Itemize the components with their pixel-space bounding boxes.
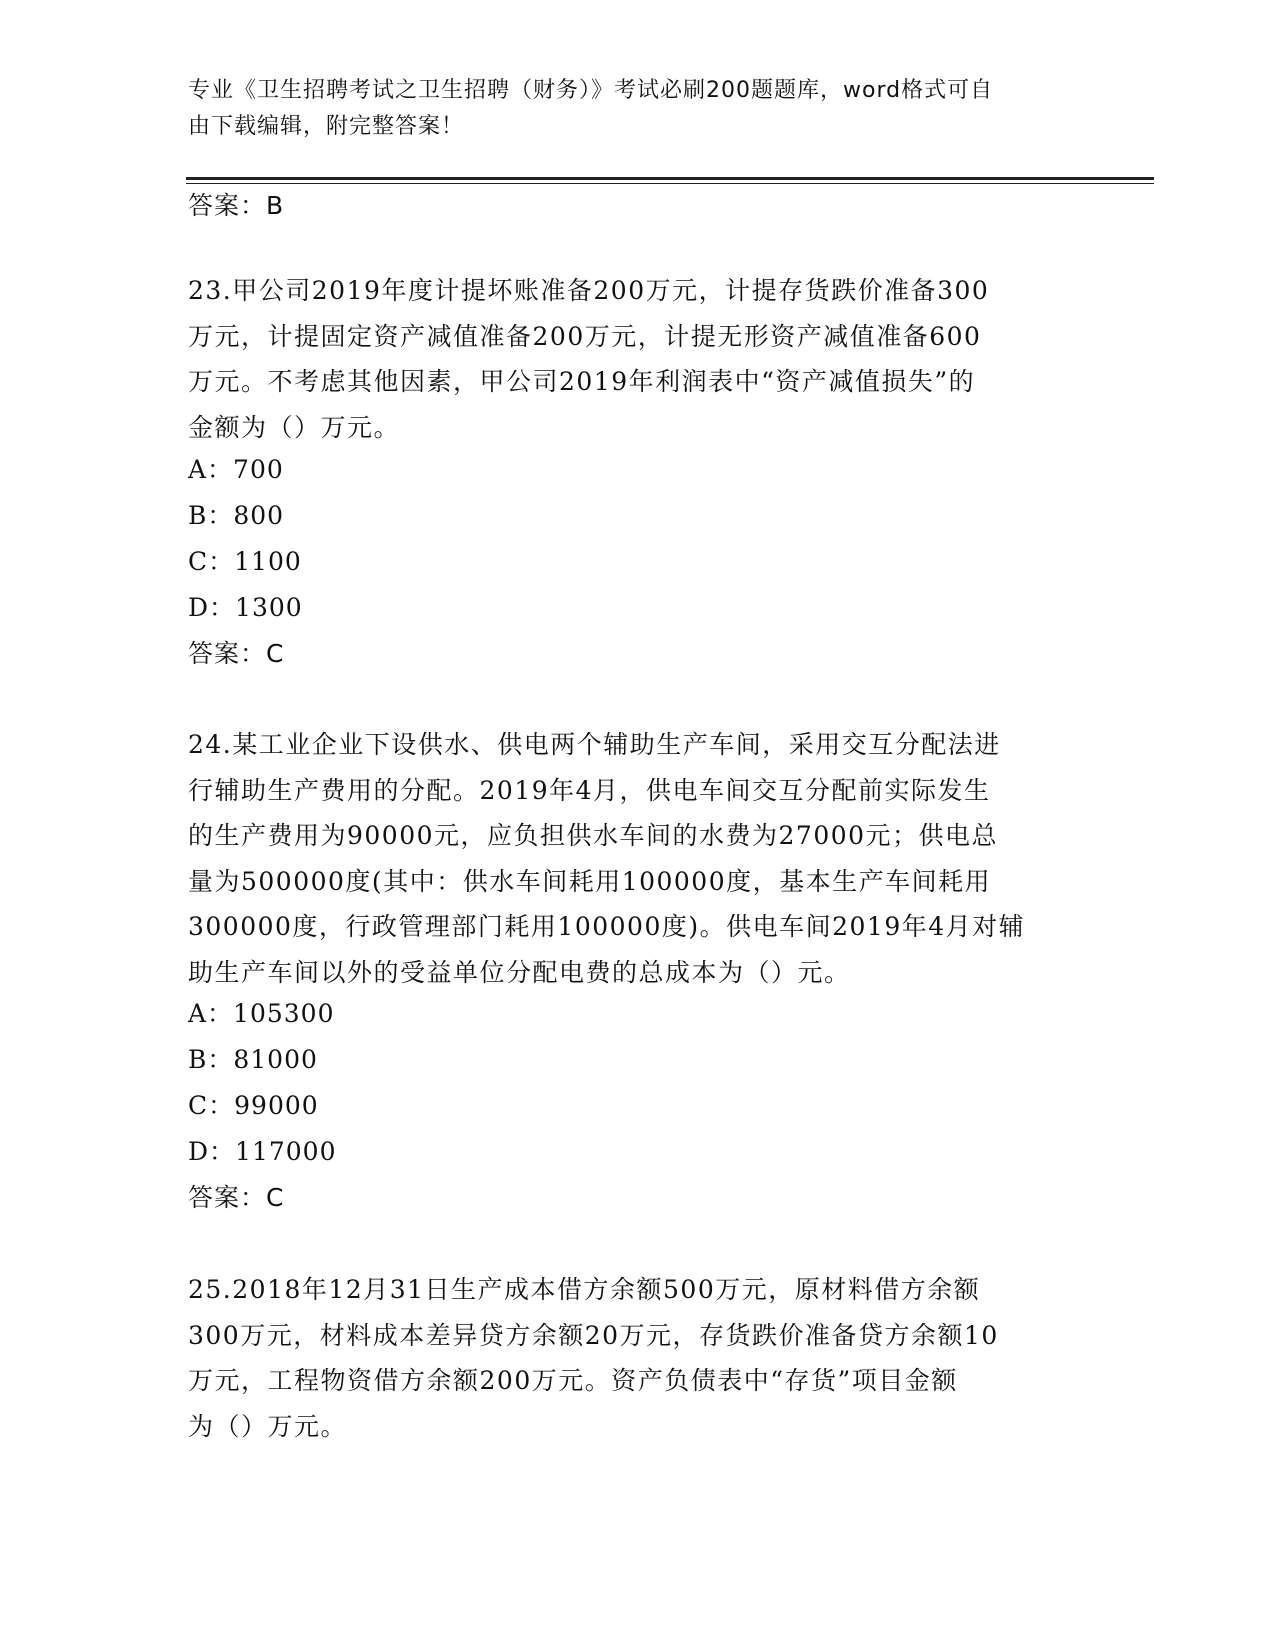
question-23	[188, 268, 1088, 450]
question-24-answer: 答案：C	[188, 1183, 285, 1212]
header-divider-thin	[186, 183, 1154, 184]
question-24-line-6: 助生产车间以外的受益单位分配电费的总成本为（）元。	[188, 957, 851, 987]
question-25-line-2: 300万元，材料成本差异贷方余额20万元，存货跌价准备贷方余额10	[188, 1320, 999, 1350]
question-23-line-1: 23.甲公司2019年度计提坏账准备200万元，计提存货跌价准备300	[188, 276, 990, 305]
question-25-line-1: 25.2018年12月31日生产成本借方余额500万元，原材料借方余额	[188, 1275, 981, 1304]
previous-answer: 答案：B	[188, 191, 285, 220]
question-23-line-4: 金额为（）万元。	[188, 412, 401, 442]
question-24-line-1: 24.某工业企业下设供水、供电两个辅助生产车间，采用交互分配法进	[188, 730, 1001, 759]
question-23-option-d: D：1300	[188, 593, 303, 622]
question-23-line-3: 万元。不考虑其他因素，甲公司2019年利润表中“资产减值损失”的	[188, 367, 976, 396]
question-23-answer: 答案：C	[188, 639, 285, 668]
question-24-option-a: A：105300	[188, 999, 335, 1028]
question-24-line-5: 300000度，行政管理部门耗用100000度)。供电车间2019年4月对辅	[188, 912, 1026, 941]
question-25-line-4: 为（）万元。	[188, 1411, 348, 1441]
document-header	[188, 73, 1088, 145]
question-24	[188, 722, 1088, 995]
header-line-1: 专业《卫生招聘考试之卫生招聘（财务）》考试必刷200题题库，word格式可自	[188, 78, 994, 103]
question-24-option-d: D：117000	[188, 1137, 337, 1166]
question-24-option-c: C：99000	[188, 1091, 319, 1120]
question-24-line-3: 的生产费用为90000元，应负担供水车间的水费为27000元；供电总	[188, 821, 999, 850]
question-23-line-2: 万元，计提固定资产减值准备200万元，计提无形资产减值准备600	[188, 321, 982, 351]
question-23-option-c: C：1100	[188, 547, 302, 576]
header-line-2: 由下载编辑，附完整答案！	[188, 114, 465, 139]
question-25	[188, 1267, 1088, 1449]
question-24-line-2: 行辅助生产费用的分配。2019年4月，供电车间交互分配前实际发生	[188, 775, 991, 805]
question-23-option-b: B：800	[188, 501, 285, 530]
header-divider-thick	[186, 177, 1154, 180]
question-25-line-3: 万元，工程物资借方余额200万元。资产负债表中“存货”项目金额	[188, 1366, 958, 1395]
question-24-line-4: 量为500000度(其中：供水车间耗用100000度，基本生产车间耗用	[188, 866, 992, 896]
question-24-option-b: B：81000	[188, 1045, 318, 1074]
question-23-option-a: A：700	[188, 455, 284, 484]
